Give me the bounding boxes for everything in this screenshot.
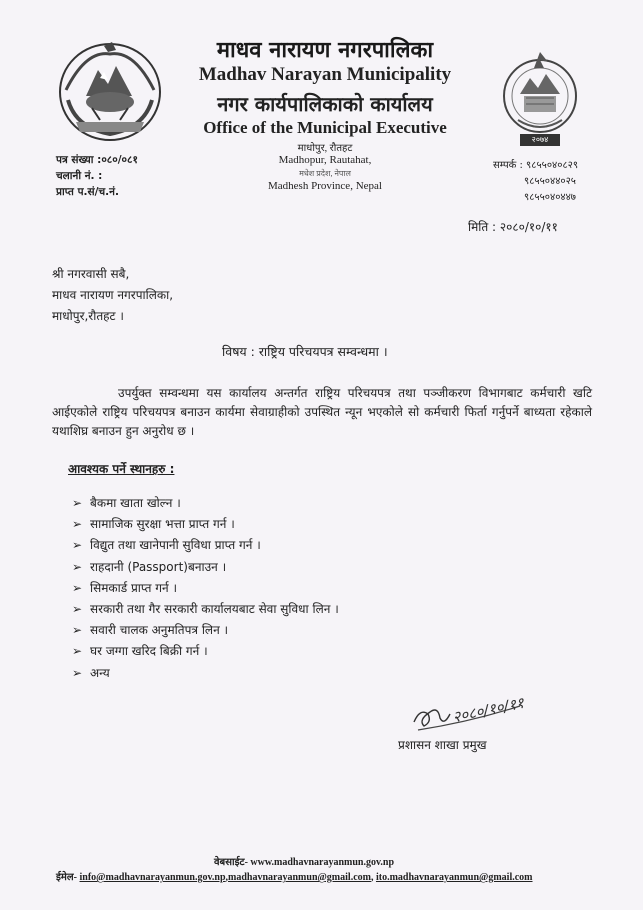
list-item: ➢ सामाजिक सुरक्षा भत्ता प्राप्त गर्न । — [72, 514, 339, 535]
logo-year: २०७४ — [531, 135, 549, 144]
email-link-3[interactable]: ito.madhavnarayanmun@gmail.com — [375, 872, 533, 883]
recipient-line: श्री नगरवासी सबै, — [52, 267, 130, 281]
arrow-bullet-icon: ➢ — [72, 517, 83, 532]
arrow-bullet-icon: ➢ — [72, 602, 83, 617]
requirements-heading: आवश्यक पर्ने स्थानहरु : — [68, 462, 175, 476]
arrow-bullet-icon: ➢ — [72, 538, 83, 553]
signatory-title: प्रशासन शाखा प्रमुख — [398, 738, 487, 752]
letter-meta — [56, 152, 138, 200]
patra-sankhya: पत्र संख्या :०८०/०८१ — [56, 154, 138, 166]
signature-date: २०८०/१०/११ — [450, 693, 526, 727]
email-label: ईमेल- — [56, 872, 80, 883]
list-item: ➢ विद्युत तथा खानेपानी सुविधा प्राप्त गर्न । — [72, 535, 339, 556]
recipient-address — [52, 264, 173, 327]
phone-3: ९८५५०४०४४७ — [524, 192, 576, 203]
recipient-line: माधोपुर,रौतहट । — [52, 309, 124, 323]
arrow-bullet-icon: ➢ — [72, 559, 83, 574]
province-en: Madhesh Province, Nepal — [268, 180, 382, 192]
list-item: ➢ सवारी चालक अनुमतिपत्र लिन । — [72, 620, 339, 641]
email-link-2[interactable]: madhavnarayanmun@gmail.com — [228, 872, 371, 883]
phone-1: ९८५५०४०८२९ — [526, 160, 579, 171]
requirements-list — [72, 493, 339, 684]
recipient-line: माधव नारायण नगरपालिका, — [52, 288, 174, 302]
list-item: ➢ राहदानी (Passport)बनाउन । — [72, 557, 339, 578]
arrow-bullet-icon: ➢ — [72, 644, 83, 659]
arrow-bullet-icon: ➢ — [72, 496, 83, 510]
subject-line: विषय : राष्ट्रिय परिचयपत्र सम्वन्धमा । — [222, 344, 388, 359]
province-np: मधेश प्रदेश, नेपाल — [299, 169, 351, 178]
arrow-bullet-icon: ➢ — [72, 623, 83, 638]
municipality-name-np: माधव नारायण नगरपालिका — [216, 38, 434, 63]
office-name-en: Office of the Municipal Executive — [203, 118, 447, 137]
arrow-bullet-icon: ➢ — [72, 580, 83, 595]
list-item: ➢ अन्य — [72, 663, 339, 684]
list-item: ➢ सरकारी तथा गैर सरकारी कार्यालयबाट सेवा सुविधा लिन । — [72, 599, 339, 620]
chalani-number: चलानी नं. : — [56, 170, 103, 182]
body-paragraph: उपर्युक्त सम्वन्धमा यस कार्यालय अन्तर्गत राष्ट्रिय परिचयपत्र तथा पञ्जीकरण विभागबाट कर्मचारी खटि आईएकोले राष्ट्रिय परिचयपत्र बनाउन कार्यमा सेवाग्राहीको उपस्थित न्यून भएकोले सो कर्मचारी फिर्ता गर्नुपर्ने बाध्यता रहेकाले यथाशिघ्र बनाउन हुन अनुरोध छ । — [52, 386, 592, 438]
letter-date: मिति : २०८०/१०/११ — [468, 220, 558, 234]
arrow-bullet-icon: ➢ — [72, 665, 83, 680]
nepal-emblem-logo — [56, 40, 164, 144]
municipality-logo — [500, 44, 580, 148]
prapta-number: प्राप्त प.सं/च.नं. — [56, 186, 119, 198]
list-item: ➢ सिमकार्ड प्राप्त गर्न । — [72, 578, 339, 599]
municipality-name-en: Madhav Narayan Municipality — [198, 64, 452, 85]
footer-email: ईमेल- info@madhavnarayanmun.gov.np,madhavnarayanmun@gmail.com, ito.madhavnarayanmun@gmail.com — [56, 872, 533, 883]
email-link-1[interactable]: info@madhavnarayanmun.gov.np — [79, 872, 226, 883]
address-en: Madhopur, Rautahat, — [278, 154, 372, 166]
website-label: वेबसाईट- — [214, 857, 251, 868]
office-name-np: नगर कार्यपालिकाको कार्यालय — [217, 92, 433, 116]
contact-block — [493, 158, 578, 206]
footer-website — [214, 854, 394, 868]
list-item: ➢ बैकमा खाता खोल्न । — [72, 493, 339, 514]
phone-2: ९८५५०४४०२५ — [524, 176, 576, 187]
contact-label: सम्पर्क : — [493, 160, 523, 171]
address-np: माधोपुर, रौतहट — [297, 143, 353, 154]
website-link[interactable]: www.madhavnarayanmun.gov.np — [250, 857, 395, 868]
list-item: ➢ घर जग्गा खरिद बिक्री गर्न । — [72, 641, 339, 662]
